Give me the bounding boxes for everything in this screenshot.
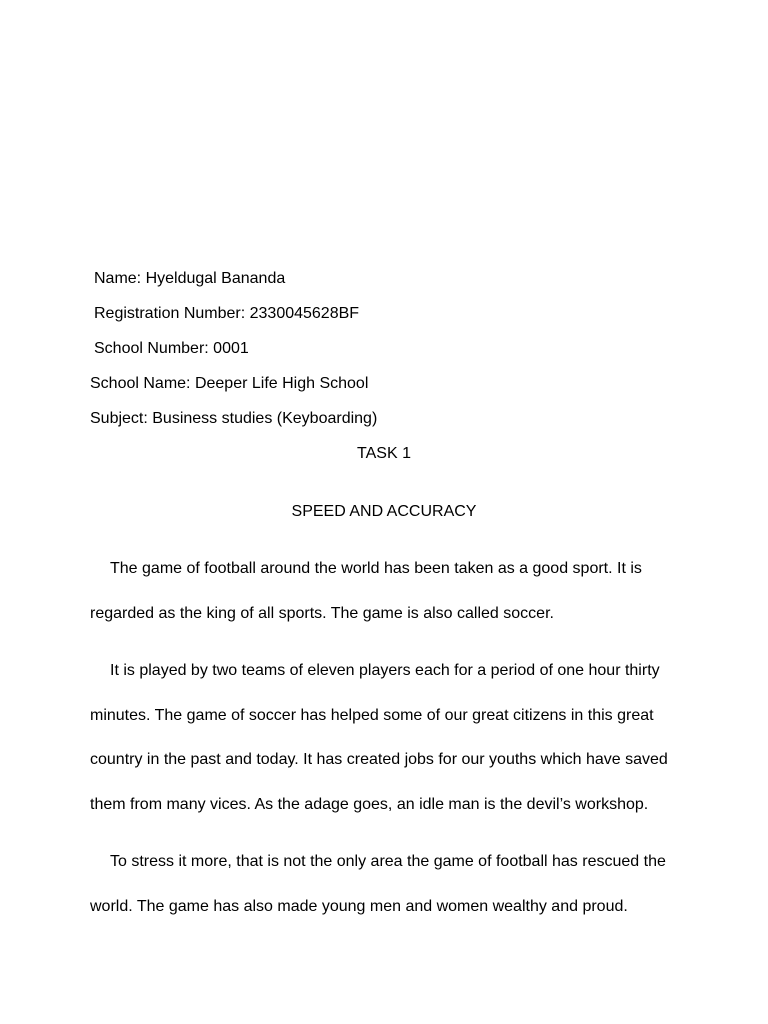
subject-line: Subject: Business studies (Keyboarding) <box>90 410 378 427</box>
school-name-line: School Name: Deeper Life High School <box>90 375 369 392</box>
paragraph-2 <box>90 659 690 837</box>
student-info-block <box>90 268 690 443</box>
registration-number-line: Registration Number: 2330045628BF <box>94 305 360 322</box>
paragraph-line: world. The game has also made young men and women wealthy and proud. <box>90 897 628 915</box>
paragraph-3 <box>90 850 690 939</box>
section-title: SPEED AND ACCURACY <box>291 503 477 520</box>
paragraph-line: minutes. The game of soccer has helped some of our great citizens in this great <box>90 706 654 724</box>
school-number-line: School Number: 0001 <box>94 340 249 357</box>
student-name-line: Name: Hyeldugal Bananda <box>94 270 286 287</box>
paragraph-line: It is played by two teams of eleven players each for a period of one hour thirty <box>110 662 660 679</box>
paragraph-line: The game of football around the world has been taken as a good sport. It is <box>110 560 642 577</box>
paragraph-1 <box>90 557 690 646</box>
paragraph-line: them from many vices. As the adage goes, an idle man is the devil’s workshop. <box>90 795 649 813</box>
body-text <box>90 557 690 952</box>
paragraph-line: To stress it more, that is not the only area the game of football has rescued the <box>110 853 666 870</box>
task-title: TASK 1 <box>357 445 411 462</box>
paragraph-line: country in the past and today. It has created jobs for our youths which have saved <box>90 751 668 768</box>
paragraph-line: regarded as the king of all sports. The game is also called soccer. <box>90 604 554 622</box>
